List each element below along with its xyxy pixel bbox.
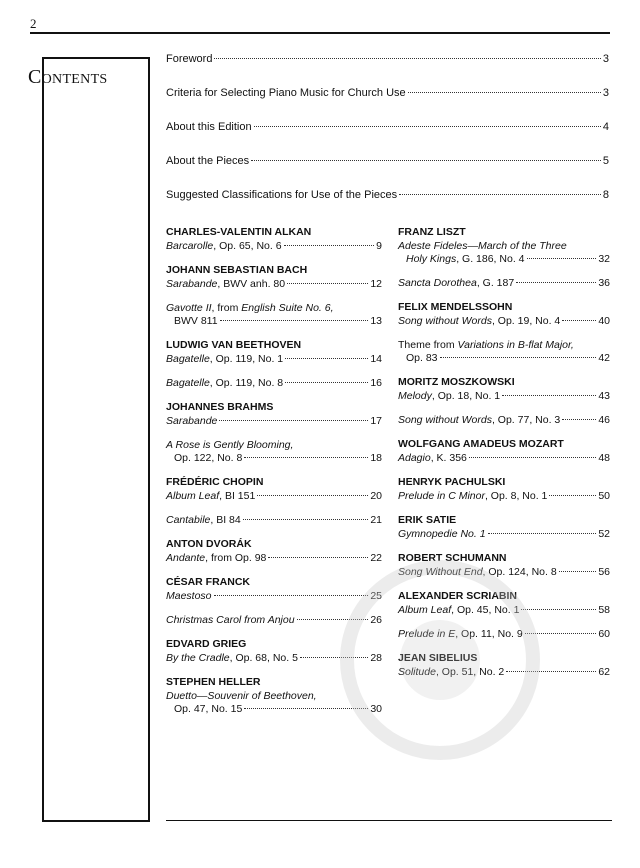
piece-page: 40 — [598, 315, 610, 327]
piece-entry[interactable] — [398, 528, 610, 541]
dot-leader — [527, 258, 597, 259]
contents-box — [42, 57, 150, 822]
piece-page: 30 — [370, 703, 382, 715]
piece-title-part: Prelude in E — [398, 628, 456, 640]
composer-name: ANTON DVORÁK — [166, 538, 252, 550]
piece-entry[interactable] — [166, 439, 382, 465]
piece-entry[interactable] — [166, 377, 382, 390]
piece-title-part: Prelude in C Minor — [398, 490, 485, 502]
piece-title-part: , Op. 77, No. 3 — [491, 414, 561, 426]
piece-title-part: Cantabile — [166, 514, 211, 526]
toc-entry-label: Suggested Classifications for Use of the Pieces — [166, 189, 398, 201]
piece-entry[interactable] — [166, 590, 382, 603]
dot-leader — [219, 420, 368, 421]
piece-page: 18 — [370, 452, 382, 464]
piece-entry[interactable] — [398, 315, 610, 328]
piece-entry[interactable] — [398, 452, 610, 465]
toc-entry[interactable] — [166, 121, 609, 155]
piece-page: 43 — [598, 390, 610, 402]
composer-name: EDVARD GRIEG — [166, 638, 247, 650]
piece-entry[interactable] — [166, 552, 382, 565]
piece-title-part: Duetto—Souvenir of Beethoven, — [166, 690, 317, 702]
piece-title-part: Melody — [398, 390, 432, 402]
piece-title-part: Theme from — [398, 339, 458, 351]
piece-entry[interactable] — [166, 353, 382, 366]
dot-leader — [521, 609, 596, 610]
dot-leader — [268, 557, 368, 558]
piece-title-part: Album Leaf — [166, 490, 220, 502]
dot-leader — [399, 194, 601, 195]
piece-page: 46 — [598, 414, 610, 426]
piece-title-part: English Suite No. 6, — [241, 302, 334, 314]
composer-block — [398, 514, 610, 541]
composer-name: FRÉDÉRIC CHOPIN — [166, 476, 264, 488]
dot-leader — [549, 495, 596, 496]
composer-name: LUDWIG VAN BEETHOVEN — [166, 339, 302, 351]
piece-entry[interactable] — [398, 240, 610, 266]
toc-entry-label: Criteria for Selecting Piano Music for Church Use — [166, 87, 406, 99]
piece-entry[interactable] — [166, 278, 382, 291]
toc-entry-page: 3 — [602, 53, 609, 65]
dot-leader — [559, 571, 597, 572]
piece-entry[interactable] — [166, 415, 382, 428]
piece-page: 14 — [370, 353, 382, 365]
piece-title-part: Adeste Fideles—March of the Three — [398, 240, 567, 252]
contents-title: Contents — [28, 66, 108, 88]
composer-name: JEAN SIBELIUS — [398, 652, 478, 664]
piece-title-part: Adagio — [398, 452, 431, 464]
piece-title-part: , BI 151 — [219, 490, 256, 502]
piece-title-part: By the Cradle — [166, 652, 230, 664]
composer-name: JOHANNES BRAHMS — [166, 401, 274, 413]
dot-leader — [502, 395, 596, 396]
piece-title-part: , G. 186, No. 4 — [456, 253, 525, 265]
piece-title-part: Maestoso — [166, 590, 212, 602]
piece-title-part: Gavotte II — [166, 302, 212, 314]
piece-page: 56 — [598, 566, 610, 578]
toc-section-list — [166, 53, 609, 223]
piece-title-part: , from — [211, 302, 242, 314]
composer-block — [166, 226, 382, 253]
toc-entry[interactable] — [166, 155, 609, 189]
dot-leader — [284, 245, 375, 246]
piece-title-part: Bagatelle — [166, 377, 210, 389]
piece-page: 9 — [376, 240, 382, 252]
piece-title-part: , Op. 45, No. 1 — [451, 604, 520, 616]
toc-entry[interactable] — [166, 87, 609, 121]
dot-leader — [254, 126, 601, 127]
piece-entry[interactable] — [166, 490, 382, 503]
composer-name: JOHANN SEBASTIAN BACH — [166, 264, 308, 276]
piece-page: 58 — [598, 604, 610, 616]
piece-title-part: , from Op. 98 — [205, 552, 267, 564]
composer-block — [166, 476, 382, 527]
composer-block — [398, 476, 610, 503]
piece-title-part: , Op. 8, No. 1 — [484, 490, 548, 502]
piece-entry[interactable] — [398, 414, 610, 427]
toc-entry[interactable] — [166, 53, 609, 87]
toc-entry-label: Foreword — [166, 53, 213, 65]
composer-block — [398, 226, 610, 290]
composer-name: WOLFGANG AMADEUS MOZART — [398, 438, 564, 450]
piece-page: 22 — [370, 552, 382, 564]
piece-page: 32 — [598, 253, 610, 265]
toc-entry-page: 3 — [602, 87, 609, 99]
piece-page: 20 — [370, 490, 382, 502]
composer-name: MORITZ MOSZKOWSKI — [398, 376, 515, 388]
piece-entry[interactable] — [166, 302, 382, 328]
piece-title-part: A Rose is Gently Blooming, — [166, 439, 294, 451]
piece-title-part: BWV 811 — [174, 315, 218, 327]
piece-page: 16 — [370, 377, 382, 389]
toc-entry-page: 8 — [602, 189, 609, 201]
dot-leader — [257, 495, 368, 496]
piece-title-part: , Op. 124, No. 8 — [482, 566, 557, 578]
composer-name: STEPHEN HELLER — [166, 676, 261, 688]
piece-title-part: Sancta Dorothea — [398, 277, 477, 289]
composer-name: FRANZ LISZT — [398, 226, 466, 238]
toc-entry-page: 5 — [602, 155, 609, 167]
piece-page: 13 — [370, 315, 382, 327]
piece-title-part: Album Leaf — [398, 604, 452, 616]
piece-entry[interactable] — [166, 514, 382, 527]
piece-page: 62 — [598, 666, 610, 678]
piece-entry[interactable] — [398, 490, 610, 503]
toc-entry-label: About the Pieces — [166, 155, 250, 167]
piece-title-part: Holy Kings — [406, 253, 457, 265]
page-number: 2 — [30, 16, 37, 31]
piece-title-part: , Op. 51, No. 2 — [435, 666, 505, 678]
piece-title-part: Variations in B-flat Major, — [457, 339, 574, 351]
composer-name: ERIK SATIE — [398, 514, 457, 526]
toc-entry-page: 4 — [602, 121, 609, 133]
top-rule — [30, 32, 610, 34]
dot-leader — [285, 358, 368, 359]
composer-name: CHARLES-VALENTIN ALKAN — [166, 226, 312, 238]
piece-title-part: , Op. 68, No. 5 — [229, 652, 298, 664]
piece-page: 12 — [370, 278, 382, 290]
piece-title-part: , Op. 119, No. 1 — [209, 353, 284, 365]
piece-title-part: Andante — [166, 552, 206, 564]
piece-title-part: , Op. 19, No. 4 — [491, 315, 561, 327]
composer-name: FELIX MENDELSSOHN — [398, 301, 513, 313]
piece-title-part: , Op. 11, No. 9 — [455, 628, 523, 640]
piece-title-part: Op. 83 — [406, 352, 438, 364]
dot-leader — [469, 457, 596, 458]
piece-page: 42 — [598, 352, 610, 364]
toc-entry[interactable] — [166, 189, 609, 223]
dot-leader — [408, 92, 601, 93]
dot-leader — [285, 382, 368, 383]
dot-leader — [440, 357, 597, 358]
composer-block — [166, 264, 382, 328]
piece-title-part: , Op. 18, No. 1 — [431, 390, 501, 402]
dot-leader — [516, 282, 596, 283]
dot-leader — [244, 457, 368, 458]
piece-entry[interactable] — [166, 240, 382, 253]
composer-block — [166, 538, 382, 565]
composer-block — [166, 401, 382, 465]
piece-title-part: Christmas Carol from Anjou — [166, 614, 295, 626]
dot-leader — [562, 419, 596, 420]
piece-entry[interactable] — [398, 277, 610, 290]
piece-title-part: Solitude — [398, 666, 436, 678]
dot-leader — [562, 320, 596, 321]
piece-title-part: Op. 47, No. 15 — [174, 703, 243, 715]
dot-leader — [287, 283, 368, 284]
composer-block — [398, 438, 610, 465]
piece-page: 17 — [370, 415, 382, 427]
piece-entry[interactable] — [398, 390, 610, 403]
piece-page: 28 — [370, 652, 382, 664]
dot-leader — [244, 708, 368, 709]
piece-title-part: Song without Words — [398, 315, 492, 327]
composer-name: CÉSAR FRANCK — [166, 576, 250, 588]
piece-title-part: , G. 187 — [476, 277, 515, 289]
piece-page: 36 — [598, 277, 610, 289]
piece-title-part: Sarabande — [166, 278, 218, 290]
piece-page: 50 — [598, 490, 610, 502]
bottom-rule — [166, 820, 612, 821]
toc-entry-label: About this Edition — [166, 121, 252, 133]
composer-block — [398, 301, 610, 365]
piece-title-part: , BWV anh. 80 — [217, 278, 286, 290]
piece-title-part: , K. 356 — [430, 452, 467, 464]
piece-title-part: Op. 122, No. 8 — [174, 452, 243, 464]
watermark-logo-center — [400, 620, 480, 700]
piece-page: 60 — [598, 628, 610, 640]
composer-block — [166, 339, 382, 390]
piece-page: 48 — [598, 452, 610, 464]
composer-name: ROBERT SCHUMANN — [398, 552, 507, 564]
piece-page: 25 — [370, 590, 382, 602]
dot-leader — [220, 320, 369, 321]
dot-leader — [214, 595, 369, 596]
dot-leader — [251, 160, 601, 161]
dot-leader — [214, 58, 600, 59]
dot-leader — [488, 533, 597, 534]
piece-title-part: , Op. 119, No. 8 — [209, 377, 284, 389]
dot-leader — [243, 519, 369, 520]
piece-title-part: , Op. 65, No. 6 — [213, 240, 282, 252]
piece-page: 21 — [370, 514, 382, 526]
piece-title-part: Bagatelle — [166, 353, 210, 365]
composer-name: HENRYK PACHULSKI — [398, 476, 506, 488]
piece-title-part: Sarabande — [166, 415, 218, 427]
composer-name: ALEXANDER SCRIABIN — [398, 590, 518, 602]
piece-title-part: Barcarolle — [166, 240, 214, 252]
piece-title-part: Song Without End — [398, 566, 483, 578]
piece-title-part: Song without Words — [398, 414, 492, 426]
piece-title-part: Gymnopedie No. 1 — [398, 528, 486, 540]
piece-page: 52 — [598, 528, 610, 540]
piece-page: 26 — [370, 614, 382, 626]
piece-entry[interactable] — [398, 339, 610, 365]
composer-block — [398, 376, 610, 427]
piece-title-part: , BI 84 — [210, 514, 241, 526]
